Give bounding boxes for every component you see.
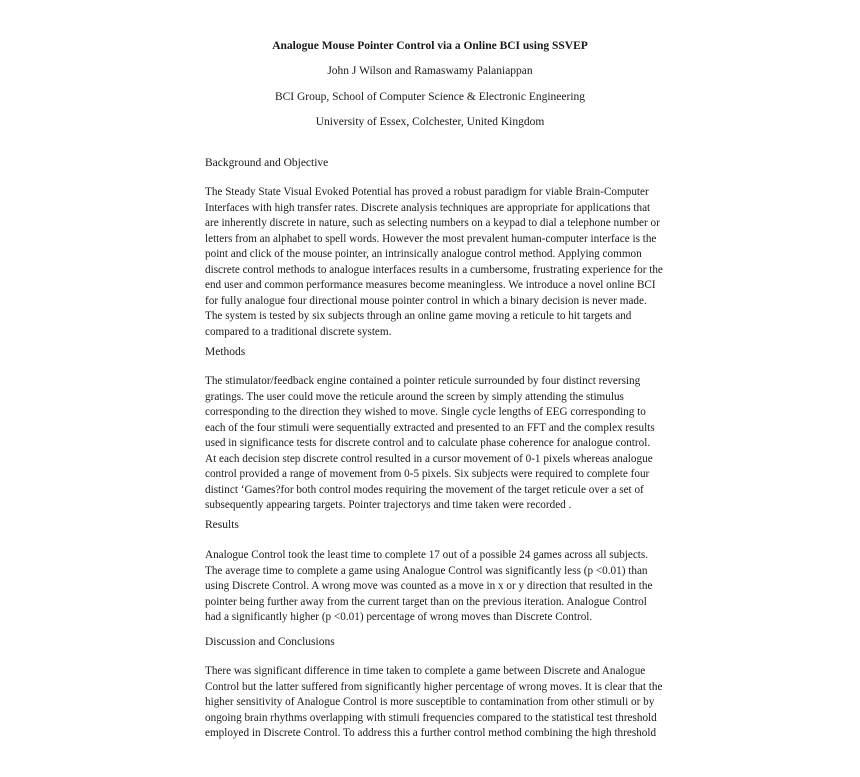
university: University of Essex, Colchester, United Kingdom xyxy=(315,116,545,128)
text-line: corresponding to the direction they wished to move. Single cycle lengths of EEG corresponding to xyxy=(205,406,646,418)
text-line: The average time to complete a game using Analogue Control was significantly less (p <0.01) than xyxy=(205,564,648,577)
section-heading-results: Results xyxy=(205,519,239,531)
text-line: Interfaces with high transfer rates. Discrete analysis techniques are appropriate for applications that xyxy=(205,201,651,214)
text-line: are inherently discrete in nature, such as selecting numbers on a keypad to dial a telephone number or xyxy=(205,217,660,229)
text-line: had a significantly higher (p <0.01) percentage of wrong moves than Discrete Control. xyxy=(205,611,593,623)
text-line: ongoing brain rhythms overlapping with stimuli frequencies compared to the statistical test threshold xyxy=(205,711,657,724)
text-line: letters from an alphabet to spell words. However the most prevalent human-computer interface is the xyxy=(205,232,657,245)
text-line: discrete control methods to analogue interfaces results in a cumbersome, frustrating experience for the xyxy=(205,263,663,276)
text-line: used in significance tests for discrete control and to calculate phase coherence for analogue control. xyxy=(205,437,651,449)
text-line: employed in Discrete Control. To address this a further control method combining the high threshold xyxy=(205,727,657,739)
section-body-methods xyxy=(205,374,665,514)
text-line: point and click of the mouse pointer, an intrinsically analogue control method. Applying common xyxy=(205,248,642,260)
affiliation: BCI Group, School of Computer Science & Electronic Engineering xyxy=(274,91,586,103)
section-heading-methods: Methods xyxy=(205,346,246,358)
section-body-discussion xyxy=(205,664,665,742)
text-line: each of the four stimuli were sequentially extracted and presented to an FFT and the complex results xyxy=(205,421,655,434)
paper-title: Analogue Mouse Pointer Control via a Online BCI using SSVEP xyxy=(272,40,588,52)
text-line: compared to a traditional discrete system. xyxy=(205,325,392,338)
text-line: using Discrete Control. A wrong move was counted as a move in x or y direction that resulted in the xyxy=(205,580,653,592)
text-line: At each decision step discrete control resulted in a cursor movement of 0-1 pixels whereas analogue xyxy=(205,452,653,465)
text-line: Control but the latter suffered from significantly higher percentage of wrong moves. It is clear that the xyxy=(205,680,663,693)
text-line: pointer being further away from the current target than on the previous iteration. Analogue Control xyxy=(205,595,647,608)
text-line: The stimulator/feedback engine contained a pointer reticule surrounded by four distinct reversing xyxy=(205,375,641,387)
text-line: gratings. The user could move the reticule around the screen by simply attending the stimulus xyxy=(205,390,624,403)
text-line: subsequently appearing targets. Pointer trajectorys and time taken were recorded . xyxy=(205,499,572,511)
section-heading-background: Background and Objective xyxy=(205,157,329,169)
section-body-results xyxy=(205,548,665,626)
text-line: control provided a range of movement from 0-5 pixels. Six subjects were required to complete four xyxy=(205,468,650,480)
text-line: There was significant difference in time taken to complete a game between Discrete and Analogue xyxy=(205,665,646,677)
text-line: end user and common performance measures become meaningless. We introduce a novel online BCI xyxy=(205,279,656,291)
text-line: for fully analogue four directional mouse pointer control in which a binary decision is never made. xyxy=(205,294,647,307)
text-line: Analogue Control took the least time to complete 17 out of a possible 24 games across all subjects. xyxy=(205,549,649,561)
section-body-background xyxy=(205,185,665,340)
text-line: distinct ‘Games?for both control modes requiring the movement of the target reticule over a set of xyxy=(205,483,644,496)
section-heading-discussion: Discussion and Conclusions xyxy=(205,636,335,648)
authors: John J Wilson and Ramaswamy Palaniappan xyxy=(327,65,533,77)
text-line: The system is tested by six subjects through an online game moving a reticule to hit targets and xyxy=(205,310,632,322)
text-line: higher sensitivity of Analogue Control is more susceptible to contamination from other stimuli or by xyxy=(205,696,655,708)
text-line: The Steady State Visual Evoked Potential has proved a robust paradigm for viable Brain-Computer xyxy=(205,186,649,198)
